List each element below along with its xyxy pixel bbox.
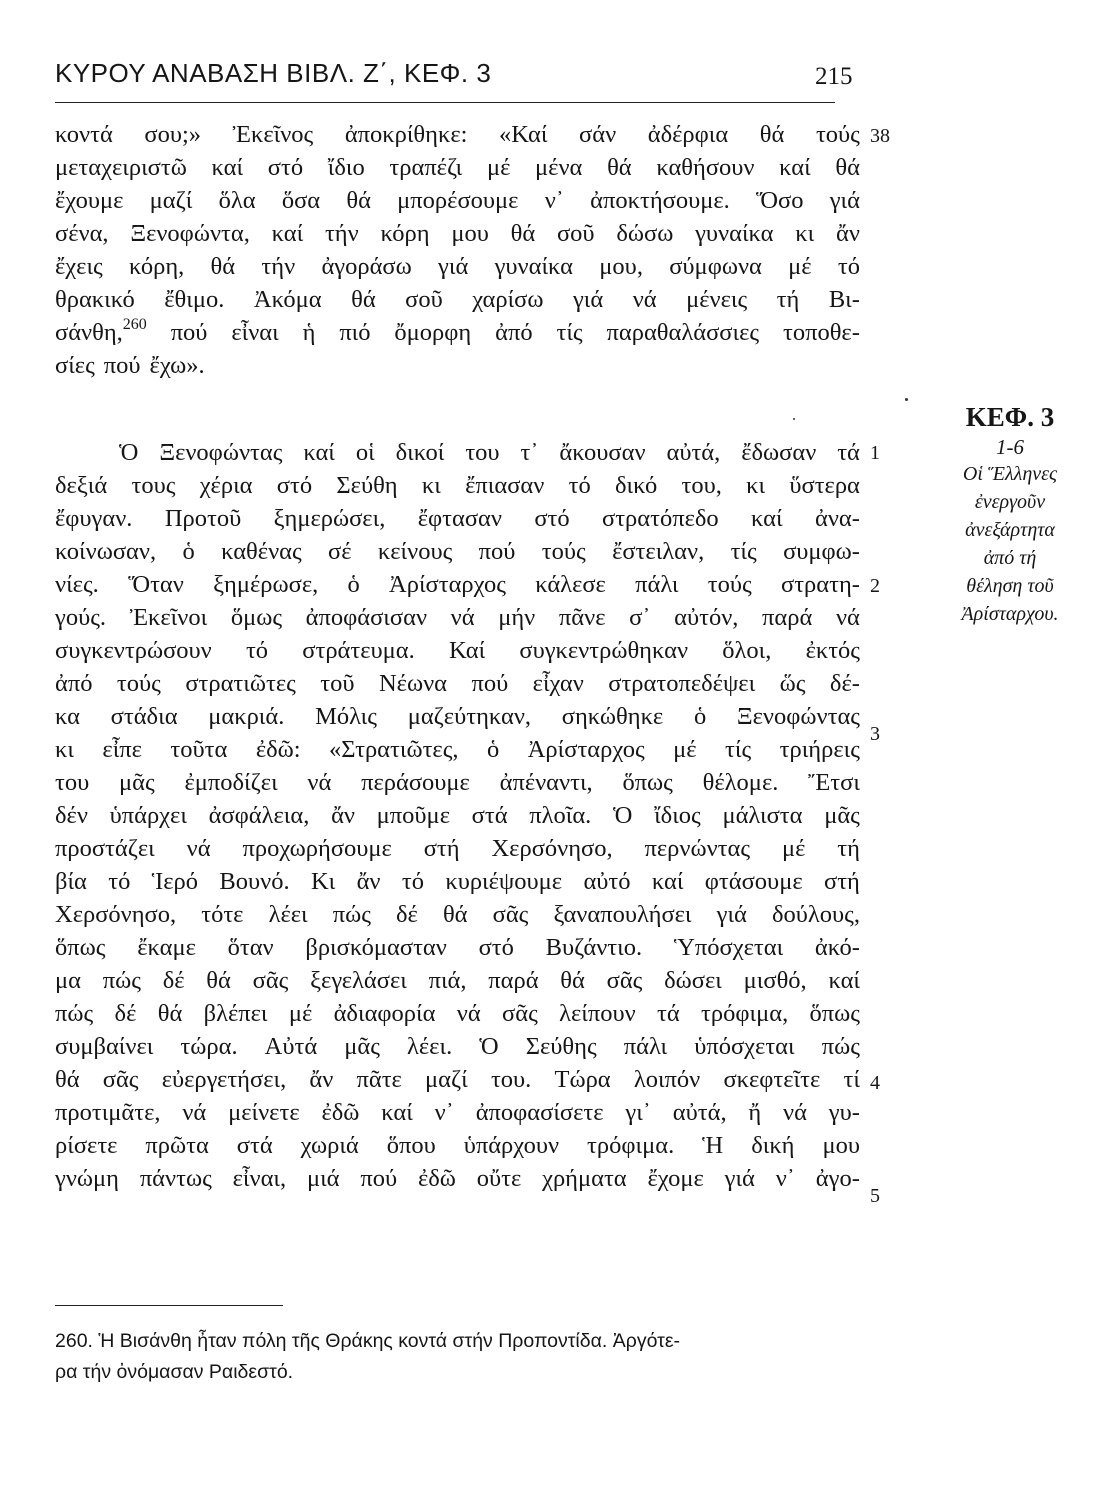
footnote-line: ρα τήν ὀνόμασαν Ραιδεστό.	[55, 1361, 294, 1383]
marginal-summary-line: ἀνεξάρτητα	[965, 519, 1055, 541]
marginal-summary	[915, 460, 1105, 628]
text-line: προτιμᾶτε, νά μείνετε ἐδῶ καί ν᾿ ἀποφασίσετε γι᾿ αὐτά, ἤ νά γυ-	[55, 1099, 860, 1126]
text-line: κοίνωσαν, ὁ καθένας σέ κείνους πού τούς ἔστειλαν, τίς συμφω-	[55, 538, 860, 565]
header-rule	[55, 102, 835, 103]
footnote	[55, 1326, 875, 1388]
speck-mark	[793, 418, 795, 420]
section-number-1: 1	[870, 442, 880, 464]
text-line: δεξιά τους χέρια στό Σεύθη κι ἔπιασαν τό δικό του, κι ὕστερα	[55, 472, 860, 499]
text-line: σίες πού ἔχω».	[55, 352, 205, 379]
paragraph-1	[55, 118, 860, 382]
page-number: 215	[815, 63, 853, 90]
text-line: θρακικό ἔθιμο. Ἀκόμα θά σοῦ χαρίσω γιά νά μένεις τή Βι-	[55, 286, 860, 313]
text-line: ρίσετε πρῶτα στά χωριά ὅπου ὑπάρχουν τρόφιμα. Ἡ δική μου	[55, 1132, 860, 1159]
speck-mark	[905, 398, 908, 401]
text-line: του μᾶς ἐμποδίζει νά περάσουμε ἀπέναντι, ὅπως θέλομε. Ἔτσι	[55, 769, 860, 796]
marginal-summary-line: Οἱ Ἕλληνες	[962, 463, 1058, 485]
text-line: γούς. Ἐκεῖνοι ὅμως ἀποφάσισαν νά μήν πᾶνε σ᾿ αὐτόν, παρά νά	[55, 604, 860, 631]
text-line: γνώμη πάντως εἶναι, μιά πού ἐδῶ οὔτε χρήματα ἔχομε γιά ν᾿ ἀγο-	[55, 1165, 860, 1192]
text-line: μα πώς δέ θά σᾶς ξεγελάσει πιά, παρά θά σᾶς δώσει μισθό, καί	[55, 967, 860, 994]
paragraph-2	[55, 436, 860, 1195]
text-line: πώς δέ θά βλέπει μέ ἀδιαφορία νά σᾶς λείπουν τά τρόφιμα, ὅπως	[55, 1000, 860, 1027]
text-line: σάνθη,260 πού εἶναι ἡ πιό ὄμορφη ἀπό τίς παραθαλάσσιες τοποθε-	[55, 316, 860, 349]
text-line: Ὁ Ξενοφώντας καί οἱ δικοί του τ᾿ ἄκουσαν αὐτά, ἔδωσαν τά	[119, 439, 860, 466]
section-number-2: 2	[870, 575, 880, 597]
marginal-note	[915, 402, 1105, 628]
text-line: ὅπως ἔκαμε ὅταν βρισκόμασταν στό Βυζάντιο. Ὑπόσχεται ἀκό-	[55, 934, 860, 961]
marginal-summary-line: θέληση τοῦ	[966, 575, 1054, 597]
text-line: Χερσόνησο, τότε λέει πώς δέ θά σᾶς ξαναπουλήσει γιά δούλους,	[55, 901, 860, 928]
text-line: θά σᾶς εὐεργετήσει, ἄν πᾶτε μαζί του. Τώρα λοιπόν σκεφτεῖτε τί	[55, 1066, 860, 1093]
section-number-4: 4	[870, 1072, 880, 1094]
text-line: κοντά σου;» Ἐκεῖνος ἀποκρίθηκε: «Καί σάν ἀδέρφια θά τούς	[55, 121, 860, 148]
running-title: ΚΥΡΟΥ ΑΝΑΒΑΣΗ ΒΙΒΛ. Ζ΄, ΚΕΦ. 3	[55, 58, 492, 88]
text-line: νίες. Ὅταν ξημέρωσε, ὁ Ἀρίσταρχος κάλεσε πάλι τούς στρατη-	[55, 571, 860, 598]
marginal-summary-line: ἐνεργοῦν	[974, 491, 1046, 513]
running-header	[55, 50, 855, 90]
section-number-38: 38	[870, 125, 890, 147]
marginal-summary-line: Ἀρίσταρχου.	[961, 603, 1059, 625]
text-line: σένα, Ξενοφώντα, καί τήν κόρη μου θά σοῦ δώσω γυναίκα κι ἄν	[55, 220, 860, 247]
chapter-heading: ΚΕΦ. 3	[965, 402, 1055, 432]
footnote-reference: 260	[122, 316, 147, 333]
text-line: ἔχουμε μαζί ὅλα ὅσα θά μπορέσουμε ν᾿ ἀποκτήσουμε. Ὅσο γιά	[55, 187, 860, 214]
section-number-5: 5	[870, 1185, 880, 1207]
text-line: ἀπό τούς στρατιῶτες τοῦ Νέωνα πού εἶχαν στρατοπεδέψει ὥς δέ-	[55, 670, 860, 697]
text-line: συγκεντρώσουν τό στράτευμα. Καί συγκεντρώθηκαν ὅλοι, ἐκτός	[55, 637, 860, 664]
text-line: προστάζει νά προχωρήσουμε στή Χερσόνησο, περνώντας μέ τή	[55, 835, 860, 862]
footnote-line: 260. Ἡ Βισάνθη ἦταν πόλη τῆς Θράκης κοντά στήν Προποντίδα. Ἀργότε-	[55, 1330, 681, 1352]
section-number-3: 3	[870, 723, 880, 745]
text-line: συμβαίνει τώρα. Αὐτά μᾶς λέει. Ὁ Σεύθης πάλι ὑπόσχεται πώς	[55, 1033, 860, 1060]
text-line: ἔχεις κόρη, θά τήν ἀγοράσω γιά γυναίκα μου, σύμφωνα μέ τό	[55, 253, 860, 280]
text-line: ἔφυγαν. Προτοῦ ξημερώσει, ἔφτασαν στό στρατόπεδο καί ἀνα-	[55, 505, 860, 532]
text-line: μεταχειριστῶ καί στό ἴδιο τραπέζι μέ μένα θά καθήσουν καί θά	[55, 154, 860, 181]
text-line: κι εἶπε τοῦτα ἐδῶ: «Στρατιῶτες, ὁ Ἀρίσταρχος μέ τίς τριήρεις	[55, 736, 860, 763]
text-line: δέν ὑπάρχει ἀσφάλεια, ἄν μποῦμε στά πλοῖα. Ὁ ἴδιος μάλιστα μᾶς	[55, 802, 860, 829]
footnote-rule	[55, 1305, 283, 1306]
section-range: 1-6	[996, 435, 1024, 459]
marginal-summary-line: ἀπό τή	[983, 547, 1037, 569]
text-line: κα στάδια μακριά. Μόλις μαζεύτηκαν, σηκώθηκε ὁ Ξενοφώντας	[55, 703, 860, 730]
text-line: βία τό Ἱερό Βουνό. Κι ἄν τό κυριέψουμε αὐτό καί φτάσουμε στή	[55, 868, 860, 895]
